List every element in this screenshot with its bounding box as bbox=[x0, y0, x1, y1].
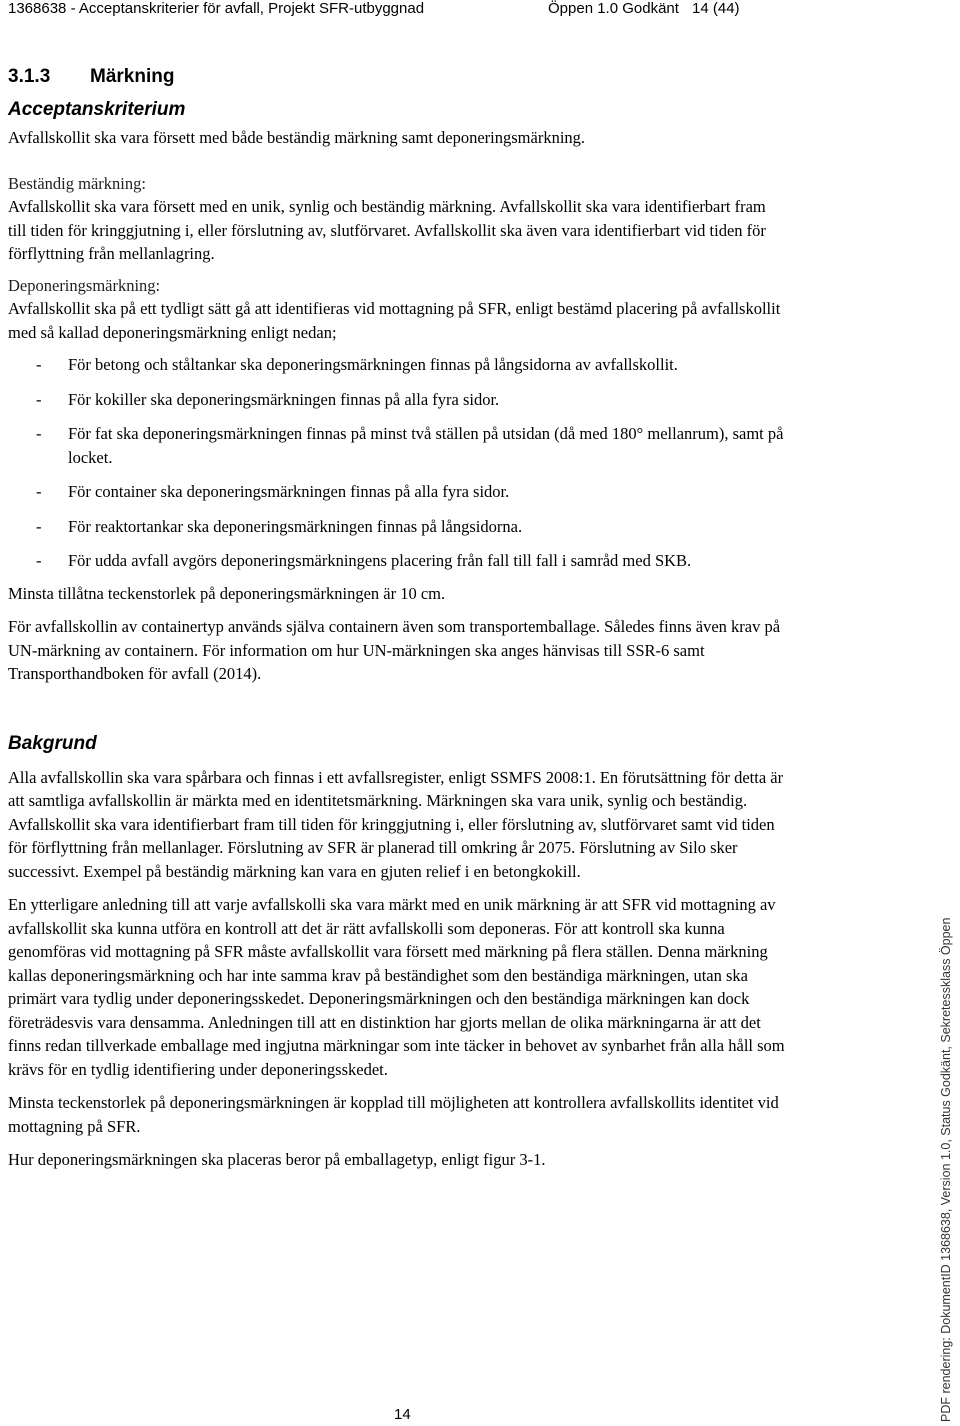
header-doc-title: 1368638 - Acceptanskriterier för avfall, Projekt SFR-utbyggnad bbox=[8, 0, 425, 17]
container-text: För avfallskollin av containertyp används själva containern även som transportemballage. Således finns även krav på UN-märkning av containern. För information om hur UN-märkningen ska anges hänvisas till SSR-6 samt Transporthandboken för avfall (2014). bbox=[8, 617, 781, 683]
dash-bullet: - bbox=[36, 424, 42, 443]
section-heading bbox=[8, 64, 788, 90]
section-number: 3.1.3 bbox=[8, 66, 51, 87]
acceptans-intro: Avfallskollit ska vara försett med både beständig märkning samt deponeringsmärkning. bbox=[8, 128, 586, 147]
bakgrund-paragraph-2: En ytterligare anledning till att varje avfallskolli ska vara märkt med en unik märkning är att SFR vid mottagning av avfallskollit ska kunna utföra en kontroll att det är rätt avfallskolli som deponeras. För att kontroll ska kunna genomföras vid mottagning på SFR måste avfallskollit vara försett med märkning på flera ställen. Denna märkning kallas deponeringsmärkning och har inte samma krav på beständighet som den beständiga märkningen, utan ska primärt vara tydlig under deponeringsskedet. Deponeringsmärkningen och den beständiga märkningen kan dock företrädesvis vara densamma. Anledningen till att en distinktion har gjorts mellan de olika märkningarna är att det finns redan tillverkade emballage med ingjutna märkningar som inte täcker in behovet av synbarhet från alla håll som krävs för en tydlig identifiering under deponeringsskedet. bbox=[8, 895, 785, 1079]
acceptans-heading: Acceptanskriterium bbox=[8, 99, 186, 120]
footer-page-number: 14 bbox=[394, 1406, 411, 1423]
list-item: - För betong och ståltankar ska deponeringsmärkningen finnas på långsidorna av avfallskollit. bbox=[8, 353, 788, 377]
side-stamp: PDF rendering: DokumentID 1368638, Version 1.0, Status Godkänt, Sekretessklass Öppen bbox=[939, 917, 953, 1422]
bakgrund-paragraph-4: Hur deponeringsmärkningen ska placeras beror på emballagetyp, enligt figur 3-1. bbox=[8, 1150, 546, 1169]
list-item: - För kokiller ska deponeringsmärkningen finnas på alla fyra sidor. bbox=[8, 388, 788, 412]
list-item: - För reaktortankar ska deponeringsmärkningen finnas på långsidorna. bbox=[8, 515, 788, 539]
dash-bullet: - bbox=[36, 355, 42, 374]
dash-bullet: - bbox=[36, 551, 42, 570]
placement-list bbox=[8, 353, 788, 573]
section-title: Märkning bbox=[90, 66, 175, 87]
main-content bbox=[8, 64, 788, 1172]
bakgrund-paragraph-1: Alla avfallskollin ska vara spårbara och finnas i ett avfallsregister, enligt SSMFS 2008:1. En förutsättning för detta är att samtliga avfallskollin är märkta med en identitetsmärkning. Märkningen ska vara unik, synlig och beständig. Avfallskollit ska vara identifierbart fram till tiden för kringgjutning i, eller förslutning av, slutförvaret samt vid tiden för förflyttning från mellanlager. Förslutning av SFR är planerad till omkring år 2075. Förslutning av Silo sker successivt. Exempel på beständig märkning kan vara en gjuten relief i en betongkokill. bbox=[8, 767, 784, 881]
dash-bullet: - bbox=[36, 482, 42, 501]
bakgrund-heading: Bakgrund bbox=[8, 732, 97, 754]
dash-bullet: - bbox=[36, 389, 42, 409]
header-status: Öppen 1.0 Godkänt bbox=[548, 0, 679, 17]
bestandig-label: Beständig märkning: bbox=[8, 173, 146, 193]
list-item: - För container ska deponeringsmärkningen finnas på alla fyra sidor. bbox=[8, 480, 788, 504]
deponering-text: Avfallskollit ska på ett tydligt sätt gå att identifieras vid mottagning på SFR, enligt bestämd placering på avfallskollit med så kallad deponeringsmärkning enligt nedan; bbox=[8, 299, 781, 342]
min-size-text: Minsta tillåtna teckenstorlek på deponeringsmärkningen är 10 cm. bbox=[8, 583, 446, 603]
bakgrund-paragraph-3: Minsta teckenstorlek på deponeringsmärkningen är kopplad till möjligheten att kontrollera avfallskollits identitet vid mottagning på SFR. bbox=[8, 1093, 779, 1136]
header-page-info: 14 (44) bbox=[692, 0, 740, 17]
deponering-label: Deponeringsmärkning: bbox=[8, 275, 161, 295]
list-item: - För udda avfall avgörs deponeringsmärkningens placering från fall till fall i samråd med SKB. bbox=[8, 549, 788, 573]
dash-bullet: - bbox=[36, 516, 42, 536]
bestandig-text: Avfallskollit ska vara försett med en unik, synlig och beständig märkning. Avfallskollit ska vara identifierbart fram till tiden för kringgjutning i, eller förslutning av, slutförvaret. Avfallskollit ska även vara identifierbart vid tiden för förflyttning från mellanlagring. bbox=[8, 197, 766, 263]
list-item: - För fat ska deponeringsmärkningen finnas på minst två ställen på utsidan (då med 180° mellanrum), samt på locket. bbox=[36, 424, 784, 467]
